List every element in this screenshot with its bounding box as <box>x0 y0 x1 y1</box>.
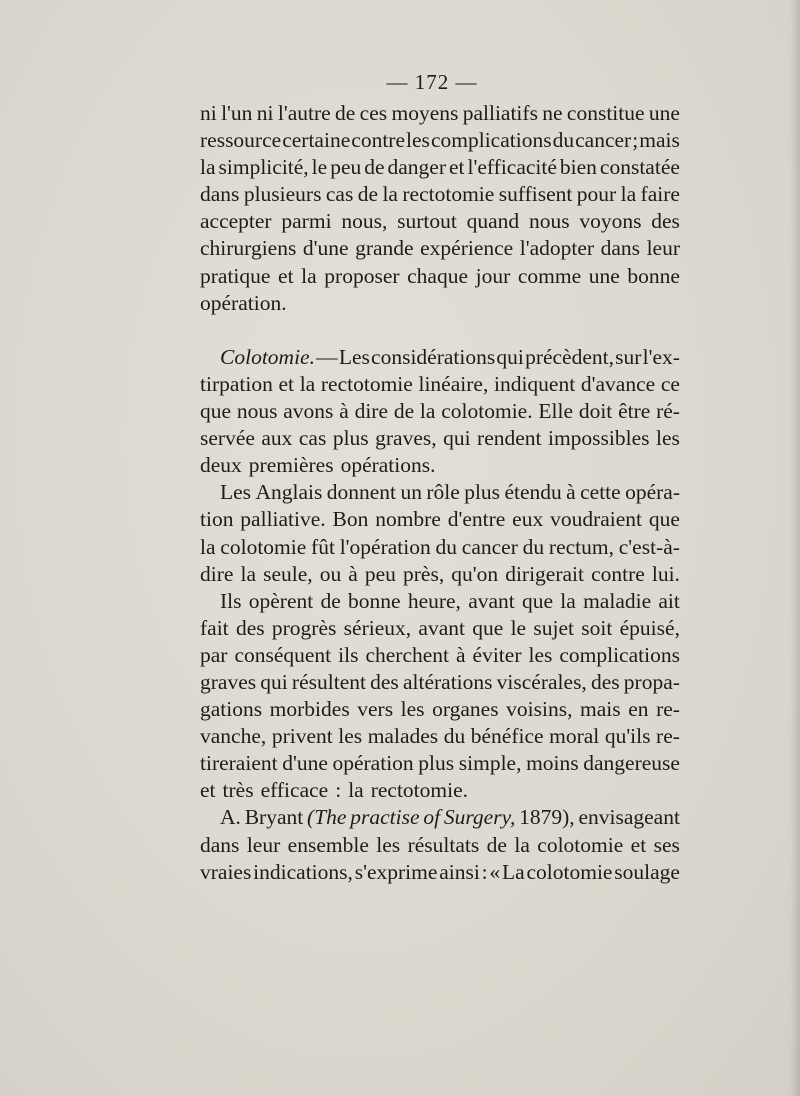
word: colotomie <box>220 534 307 559</box>
word: précèdent, <box>525 344 614 369</box>
word: l'autre <box>277 101 331 125</box>
word: un <box>400 480 422 505</box>
word: la <box>299 371 316 396</box>
word: peu <box>330 155 362 180</box>
word: du <box>552 128 575 153</box>
word: premières <box>248 453 334 478</box>
word: des <box>370 669 399 694</box>
word: nous <box>528 209 570 234</box>
word: peu <box>364 561 396 586</box>
word: rendent <box>477 426 542 451</box>
word: certaine <box>282 128 351 153</box>
text-line <box>200 804 680 831</box>
word: (The <box>307 805 347 830</box>
word: quand <box>466 209 520 234</box>
word: gations <box>200 697 263 722</box>
word: leur <box>646 236 680 261</box>
word: avant <box>468 588 515 613</box>
word: et <box>200 778 216 803</box>
word: plus <box>464 480 501 505</box>
word: propa- <box>623 669 680 694</box>
word: dans <box>200 182 240 207</box>
word: plus <box>332 426 369 451</box>
word: ait <box>658 588 680 613</box>
word: et <box>278 371 295 396</box>
word: plus <box>418 751 455 776</box>
word: altérations <box>402 669 493 694</box>
word: rectotomie <box>402 182 495 207</box>
word: rectum, <box>548 534 614 559</box>
word: — <box>316 344 338 369</box>
word: heure, <box>407 588 461 613</box>
word: impossibles <box>547 426 650 451</box>
word: mais <box>580 697 621 722</box>
word: la <box>348 778 364 803</box>
word: graves, <box>375 426 437 451</box>
word: grande <box>355 236 414 261</box>
word: contre <box>591 561 645 586</box>
word: les <box>406 128 430 153</box>
word: bonne <box>348 588 401 613</box>
text-line <box>200 750 680 777</box>
word: qui <box>260 669 288 694</box>
word: l'efficacité <box>467 155 557 180</box>
word: avons <box>283 399 334 424</box>
word: soit <box>581 615 613 640</box>
word: à <box>456 642 466 667</box>
word: et <box>630 832 647 857</box>
text-line <box>200 208 680 235</box>
word: les <box>400 697 425 722</box>
word: ré- <box>656 399 680 424</box>
word: malades <box>367 724 439 749</box>
word: indiquent <box>493 371 576 396</box>
word: le <box>311 155 328 180</box>
word: contre <box>351 128 405 153</box>
text-line <box>200 615 680 642</box>
word: bien <box>559 155 597 180</box>
word: opèrent <box>248 588 314 613</box>
word: jour <box>475 263 511 288</box>
word: vers <box>357 697 394 722</box>
word: résultats <box>407 832 480 857</box>
word: voyons <box>579 209 642 234</box>
text-line <box>200 669 680 696</box>
word: à <box>566 480 576 505</box>
text-line <box>200 506 680 533</box>
word: morbides <box>269 697 350 722</box>
word: de <box>486 832 507 857</box>
word: A. <box>220 805 241 830</box>
word: la <box>419 399 436 424</box>
word: c'est-à- <box>618 534 680 559</box>
word: la <box>514 832 530 857</box>
word: soulage <box>614 859 680 884</box>
word: très <box>222 778 254 803</box>
word: Ils <box>220 588 242 613</box>
word: épuisé, <box>619 615 680 640</box>
word: moyens <box>391 101 459 125</box>
text-line <box>200 696 680 723</box>
word: chaque <box>407 263 469 288</box>
word: qu'ils <box>604 724 651 749</box>
text-line <box>200 832 680 859</box>
word: conséquent <box>234 642 332 667</box>
word: dans <box>600 236 641 261</box>
word: opération. <box>200 290 287 315</box>
word: que <box>522 588 554 613</box>
text-line <box>200 263 680 290</box>
word: des <box>235 615 265 640</box>
word: résultent <box>291 669 366 694</box>
word: d'une <box>302 236 349 261</box>
word: qui <box>443 426 471 451</box>
word: ensemble <box>287 832 369 857</box>
text-line <box>200 100 680 127</box>
word: à <box>348 561 358 586</box>
word: eux <box>512 507 544 532</box>
word: que <box>648 507 680 532</box>
word: graves <box>200 669 257 694</box>
word: danger <box>387 155 446 180</box>
word: en <box>628 697 649 722</box>
word: deux <box>200 453 242 478</box>
text-line <box>200 777 680 804</box>
word: fût <box>311 534 335 559</box>
word: constatée <box>599 155 680 180</box>
word: nous, <box>341 209 388 234</box>
word: Anglais <box>255 480 323 505</box>
word: voisins, <box>506 697 573 722</box>
word: mais <box>639 128 680 153</box>
word: rectotomie. <box>370 778 469 803</box>
word: ils <box>338 642 359 667</box>
word: palliatifs <box>462 101 538 125</box>
word: « <box>489 859 501 884</box>
word: être <box>618 399 651 424</box>
word: viscérales, <box>496 669 587 694</box>
word: qu'on <box>451 561 499 586</box>
word: d'entre <box>447 507 506 532</box>
text-line <box>200 588 680 615</box>
text-line <box>200 859 680 886</box>
word: 1879), <box>519 805 575 830</box>
word: opération <box>332 751 414 776</box>
text-line <box>200 425 680 452</box>
word: à <box>339 399 349 424</box>
word: du <box>522 534 545 559</box>
word: pratique <box>200 263 271 288</box>
word: bonne <box>627 263 680 288</box>
word: du <box>443 724 466 749</box>
word: progrès <box>271 615 337 640</box>
text-line <box>200 127 680 154</box>
word: ne <box>542 101 563 125</box>
word: dangereuse <box>583 751 680 776</box>
word: complications <box>430 128 552 153</box>
word: surtout <box>397 209 457 234</box>
word: ressource <box>200 128 282 153</box>
word: tion <box>200 507 234 532</box>
word: de <box>393 399 415 424</box>
text-line <box>200 479 680 506</box>
word: dans <box>200 832 240 857</box>
word: simple, <box>458 751 522 776</box>
word: complications <box>559 642 680 667</box>
word: of <box>423 805 441 830</box>
page-gutter-shadow <box>790 0 800 1096</box>
word: bénéfice <box>470 724 544 749</box>
word: la <box>200 155 216 180</box>
word: practise <box>350 805 420 830</box>
text-line <box>200 723 680 750</box>
word: l'opération <box>339 534 431 559</box>
word: et <box>278 263 294 288</box>
word: ou <box>319 561 342 586</box>
word: indications, <box>253 859 353 884</box>
word: colotomie. <box>441 399 533 424</box>
word: une <box>588 263 620 288</box>
word: pour <box>576 182 617 207</box>
word: re- <box>656 724 680 749</box>
word: qui <box>496 344 524 369</box>
word: vraies <box>200 859 252 884</box>
word: leur <box>246 832 281 857</box>
word: La <box>501 859 525 884</box>
word: de <box>320 588 341 613</box>
page-number: — 172 — <box>386 70 478 94</box>
word: ce <box>660 371 680 396</box>
word: tirpation <box>200 371 273 396</box>
word: palliative. <box>240 507 326 532</box>
text-line <box>200 371 680 398</box>
word: par <box>200 642 228 667</box>
word: les <box>528 642 553 667</box>
word: s'exprime <box>354 859 438 884</box>
word: des <box>590 669 620 694</box>
word: sérieux, <box>343 615 412 640</box>
word: Les <box>220 480 252 505</box>
word: rectotomie <box>320 371 413 396</box>
paragraph-gap <box>200 317 680 344</box>
word: parmi <box>281 209 332 234</box>
word: linéaire, <box>418 371 489 396</box>
word: d'une <box>282 751 328 776</box>
word: dire <box>354 399 389 424</box>
word: le <box>510 615 527 640</box>
word: de <box>357 182 379 207</box>
word: nous <box>236 399 278 424</box>
word: Les <box>338 344 370 369</box>
word: plusieurs <box>243 182 322 207</box>
text-line <box>200 398 680 425</box>
word: : <box>335 778 342 803</box>
word: efficace <box>260 778 329 803</box>
word: la <box>301 263 317 288</box>
word: sur <box>615 344 642 369</box>
word: les <box>376 832 401 857</box>
word: l'ex- <box>642 344 680 369</box>
word: organes <box>432 697 499 722</box>
word: sujet <box>533 615 574 640</box>
text-line <box>200 452 680 479</box>
word: re- <box>656 697 680 722</box>
word: ni <box>200 101 217 125</box>
word: : <box>481 859 488 884</box>
word: que <box>200 399 232 424</box>
text-line <box>200 642 680 669</box>
word: faire <box>640 182 680 207</box>
word: aux <box>261 426 293 451</box>
word: Colotomie. <box>220 344 315 369</box>
text-line <box>200 154 680 181</box>
word: cancer <box>575 128 632 153</box>
word: la <box>200 534 216 559</box>
word: des <box>651 209 680 234</box>
word: colotomie <box>526 859 613 884</box>
word: expérience <box>420 236 514 261</box>
word: que <box>472 615 504 640</box>
word: cherchent <box>365 642 450 667</box>
word: nombre <box>375 507 441 532</box>
word: d'avance <box>580 371 656 396</box>
word: les <box>656 426 680 451</box>
word: l'un <box>221 101 253 125</box>
text-line <box>200 344 680 371</box>
word: suffisent <box>498 182 573 207</box>
word: constitue <box>566 101 645 125</box>
word: envisageant <box>578 805 680 830</box>
word: donnent <box>326 480 397 505</box>
text-line <box>200 561 680 588</box>
word: fait <box>200 615 229 640</box>
text-line <box>200 290 680 317</box>
word: privent <box>271 724 333 749</box>
word: Elle <box>538 399 574 424</box>
word: les <box>338 724 363 749</box>
word: cas <box>298 426 327 451</box>
word: opérations. <box>340 453 436 478</box>
word: étendu <box>504 480 562 505</box>
word: voudraient <box>550 507 643 532</box>
word: seule, <box>263 561 313 586</box>
word: moins <box>526 751 579 776</box>
word: maladie <box>583 588 652 613</box>
word: la <box>560 588 576 613</box>
word: doit <box>578 399 613 424</box>
word: ses <box>653 832 680 857</box>
word: Bon <box>332 507 369 532</box>
word: servée <box>200 426 255 451</box>
word: opéra- <box>625 480 680 505</box>
word: la <box>240 561 257 586</box>
word: ainsi <box>439 859 480 884</box>
word: la <box>620 182 637 207</box>
word: du <box>435 534 458 559</box>
word: proposer <box>324 263 400 288</box>
word: vanche, <box>200 724 267 749</box>
word: considérations <box>371 344 496 369</box>
word: lui. <box>651 561 680 586</box>
word: ; <box>632 128 639 153</box>
word: simplicité, <box>218 155 309 180</box>
word: accepter <box>200 209 272 234</box>
word: cette <box>580 480 621 505</box>
word: l'adopter <box>519 236 595 261</box>
word: une <box>648 101 680 125</box>
word: de <box>364 155 385 180</box>
page-body-text <box>200 100 680 886</box>
word: rôle <box>426 480 460 505</box>
text-line <box>200 235 680 262</box>
word: et <box>448 155 465 180</box>
word: tireraient <box>200 751 278 776</box>
word: colotomie <box>537 832 624 857</box>
word: dire <box>200 561 234 586</box>
word: chirurgiens <box>200 236 297 261</box>
word: ces <box>359 101 388 125</box>
text-line <box>200 534 680 561</box>
word: cas <box>325 182 354 207</box>
word: Surgery, <box>443 805 516 830</box>
word: de <box>335 101 356 125</box>
word: avant <box>418 615 465 640</box>
word: Bryant <box>244 805 304 830</box>
word: près, <box>403 561 445 586</box>
word: la <box>382 182 398 207</box>
word: ni <box>256 101 274 125</box>
word: dirigerait <box>505 561 585 586</box>
text-line <box>200 181 680 208</box>
word: cancer <box>461 534 518 559</box>
word: éviter <box>472 642 522 667</box>
word: comme <box>517 263 582 288</box>
word: moral <box>549 724 600 749</box>
